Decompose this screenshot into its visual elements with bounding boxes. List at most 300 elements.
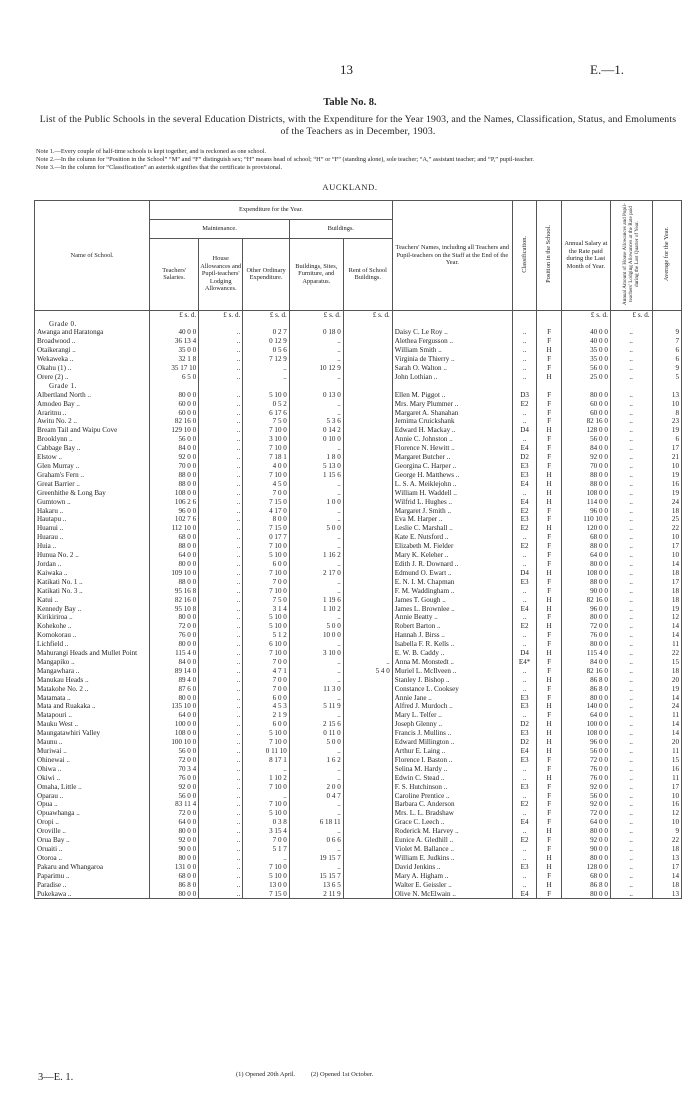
other-expenditure: .. [243,373,290,382]
rent [343,471,392,480]
teachers-salaries: 80 0 0 [150,640,199,649]
rent [343,613,392,622]
average-attendance: 14 [652,694,681,703]
average-attendance: 22 [652,649,681,658]
position: F [537,800,562,809]
average-attendance: 6 [652,355,681,364]
teachers-salaries: 84 0 0 [150,658,199,667]
house-allowances: .. [199,792,243,801]
teachers-salaries: 70 0 0 [150,462,199,471]
note-3: Note 3.—In the column for “Classification” an asterisk signifies that the certificate is provisional. [36,164,283,172]
house-allowances: .. [199,711,243,720]
teachers-salaries: 88 0 0 [150,471,199,480]
teacher-name: Robert Barton .. [392,622,512,631]
other-expenditure: 7 10 0 [243,444,290,453]
grade-heading-row [35,382,682,391]
position: H [537,480,562,489]
rent [343,818,392,827]
average-attendance: 17 [652,542,681,551]
average-attendance: 16 [652,800,681,809]
buildings-expenditure: 6 18 11 [289,818,343,827]
position: H [537,426,562,435]
position: H [537,346,562,355]
buildings-expenditure: .. [289,694,343,703]
classification: E3 [512,783,537,792]
rent [343,649,392,658]
table-row [35,551,682,560]
school-name: Wekaweka .. [35,355,150,364]
buildings-expenditure: .. [289,845,343,854]
average-attendance: 6 [652,346,681,355]
position: F [537,658,562,667]
school-name: Mahurangi Heads and Mullet Point [35,649,150,658]
position: F [537,515,562,524]
table-row [35,827,682,836]
annual-salary: 92 0 0 [561,800,610,809]
teacher-name: John Lothian .. [392,373,512,382]
school-name: Maungatawhiri Valley [35,729,150,738]
teacher-name: Mary A. Higham .. [392,872,512,881]
annual-salary: 56 0 0 [561,747,610,756]
house-allowances: .. [199,738,243,747]
teachers-salaries: 83 11 4 [150,800,199,809]
teacher-name: William Smith .. [392,346,512,355]
classification: .. [512,792,537,801]
school-name: Awitu No. 2 .. [35,417,150,426]
position: F [537,444,562,453]
teachers-salaries: 90 0 0 [150,845,199,854]
other-expenditure: 7 0 0 [243,685,290,694]
classification: .. [512,346,537,355]
house-allowances: .. [199,364,243,373]
other-expenditure: 5 10 0 [243,809,290,818]
other-expenditure: 5 10 0 [243,622,290,631]
classification: .. [512,631,537,640]
annual-salary: 68 0 0 [561,872,610,881]
position: F [537,417,562,426]
rent: 5 4 0 [343,667,392,676]
annual-salary: 80 0 0 [561,613,610,622]
other-expenditure: 7 10 0 [243,471,290,480]
average-attendance: 12 [652,613,681,622]
annual-allowance: .. [610,391,652,400]
buildings-expenditure: 0 18 0 [289,328,343,337]
house-allowances: .. [199,676,243,685]
annual-salary: 35 0 0 [561,355,610,364]
position: H [537,827,562,836]
table-row [35,515,682,524]
other-expenditure: .. [243,854,290,863]
teacher-name: Wilfrid L. Hughes .. [392,498,512,507]
teachers-salaries: 76 0 0 [150,774,199,783]
annual-salary: 96 0 0 [561,605,610,614]
annual-allowance: .. [610,400,652,409]
table-row [35,792,682,801]
house-allowances: .. [199,596,243,605]
annual-salary: 82 16 0 [561,417,610,426]
house-allowances: .. [199,774,243,783]
signature-mark: 3—E. 1. [38,1072,74,1083]
teachers-salaries: 35 17 10 [150,364,199,373]
classification: E4 [512,480,537,489]
position: F [537,364,562,373]
teacher-name: Edith J. R. Downard .. [392,560,512,569]
teachers-salaries: 56 0 0 [150,792,199,801]
annual-salary: 100 0 0 [561,720,610,729]
classification: E4 [512,444,537,453]
rent [343,587,392,596]
table-row [35,658,682,667]
teachers-salaries: 106 2 6 [150,498,199,507]
table-row [35,489,682,498]
teachers-salaries: 80 0 0 [150,827,199,836]
house-allowances: .. [199,800,243,809]
position: H [537,596,562,605]
teacher-name: Constance L. Cooksey [392,685,512,694]
teachers-salaries: 92 0 0 [150,836,199,845]
rent [343,328,392,337]
school-name: Ohiwa .. [35,765,150,774]
school-name: Awanga and Haratonga [35,328,150,337]
annual-salary: 88 0 0 [561,471,610,480]
rent [343,685,392,694]
house-allowances: .. [199,498,243,507]
classification: E4 [512,747,537,756]
rent [343,533,392,542]
other-expenditure: 5 1 2 [243,631,290,640]
house-allowances: .. [199,444,243,453]
house-allowances: .. [199,863,243,872]
annual-salary: 40 0 0 [561,328,610,337]
table-row [35,444,682,453]
classification: .. [512,640,537,649]
buildings-expenditure: 0 4 7 [289,792,343,801]
table-row [35,836,682,845]
buildings-expenditure: 2 11 9 [289,890,343,899]
annual-allowance: .. [610,426,652,435]
annual-allowance: .. [610,346,652,355]
annual-allowance: .. [610,676,652,685]
classification: .. [512,337,537,346]
school-name: Opua .. [35,800,150,809]
district-heading: AUCKLAND. [322,182,378,192]
other-expenditure: 7 0 0 [243,658,290,667]
buildings-expenditure: .. [289,676,343,685]
school-name: Orere (2) .. [35,373,150,382]
annual-allowance: .. [610,605,652,614]
annual-allowance: .. [610,364,652,373]
page-number: 13 [340,62,353,77]
annual-allowance: .. [610,417,652,426]
classification: E4* [512,658,537,667]
annual-salary: 64 0 0 [561,711,610,720]
average-attendance: 24 [652,702,681,711]
position: F [537,507,562,516]
school-name: Manukau Heads .. [35,676,150,685]
rent [343,809,392,818]
rent [343,863,392,872]
buildings-expenditure: .. [289,863,343,872]
buildings-expenditure: .. [289,747,343,756]
buildings-expenditure: .. [289,658,343,667]
buildings-expenditure: .. [289,444,343,453]
annual-allowance: .. [610,702,652,711]
school-name: Huia .. [35,542,150,551]
annual-salary: 84 0 0 [561,444,610,453]
teachers-salaries: 115 4 0 [150,649,199,658]
classification: E4 [512,498,537,507]
header-house-allowances: House Allowances and Pupil-teachers' Lodging Allowances. [199,238,243,310]
buildings-expenditure: .. [289,533,343,542]
house-allowances: .. [199,605,243,614]
annual-allowance: .. [610,809,652,818]
position: H [537,569,562,578]
rent [343,453,392,462]
buildings-expenditure: .. [289,507,343,516]
average-attendance: 10 [652,462,681,471]
average-attendance: 5 [652,373,681,382]
school-name: Lichfield .. [35,640,150,649]
house-allowances: .. [199,747,243,756]
average-attendance: 10 [652,551,681,560]
annual-allowance: .. [610,729,652,738]
table-row [35,569,682,578]
annual-allowance: .. [610,827,652,836]
table-row [35,498,682,507]
average-attendance: 17 [652,783,681,792]
table-row [35,783,682,792]
house-allowances: .. [199,515,243,524]
classification: E2 [512,836,537,845]
classification: .. [512,667,537,676]
teacher-name: Edmund O. Ewart .. [392,569,512,578]
buildings-expenditure: 3 10 0 [289,649,343,658]
table-row [35,542,682,551]
school-name: Great Barrier .. [35,480,150,489]
position: F [537,890,562,899]
house-allowances: .. [199,667,243,676]
buildings-expenditure: 1 16 2 [289,551,343,560]
teacher-name: Caroline Prentice .. [392,792,512,801]
average-attendance: 23 [652,417,681,426]
buildings-expenditure: .. [289,774,343,783]
teachers-salaries: 86 8 0 [150,881,199,890]
other-expenditure: 7 10 0 [243,542,290,551]
classification: D4 [512,426,537,435]
school-name: Matapouri .. [35,711,150,720]
other-expenditure: 2 1 9 [243,711,290,720]
buildings-expenditure: .. [289,827,343,836]
average-attendance: 19 [652,489,681,498]
average-attendance: 20 [652,738,681,747]
school-name: Elstow .. [35,453,150,462]
table-row [35,507,682,516]
average-attendance: 9 [652,827,681,836]
teachers-salaries: 80 0 0 [150,391,199,400]
buildings-expenditure: .. [289,400,343,409]
position: H [537,471,562,480]
school-name: Huanui .. [35,524,150,533]
teacher-name: Roderick M. Harvey .. [392,827,512,836]
rent: .. [343,658,392,667]
annual-salary: 120 0 0 [561,524,610,533]
school-name: Albertland North .. [35,391,150,400]
annual-allowance: .. [610,694,652,703]
table-row [35,435,682,444]
school-name: Glen Murray .. [35,462,150,471]
house-allowances: .. [199,809,243,818]
annual-salary: 128 0 0 [561,863,610,872]
annual-allowance: .. [610,872,652,881]
other-expenditure: 4 5 3 [243,702,290,711]
position: H [537,863,562,872]
note-1: Note 1.—Every couple of half-time schools is kept together, and is reckoned as one school. [36,148,267,155]
annual-allowance: .. [610,685,652,694]
average-attendance: 12 [652,809,681,818]
annual-allowance: .. [610,453,652,462]
school-name: Hakaru .. [35,507,150,516]
school-name: Okahu (1) .. [35,364,150,373]
table-row [35,391,682,400]
teacher-name: William E. Judkins .. [392,854,512,863]
position: F [537,809,562,818]
other-expenditure: 0 11 10 [243,747,290,756]
teachers-salaries: 32 1 8 [150,355,199,364]
house-allowances: .. [199,480,243,489]
position: F [537,578,562,587]
average-attendance: 10 [652,533,681,542]
buildings-expenditure: .. [289,800,343,809]
other-expenditure: 4 17 0 [243,507,290,516]
rent [343,881,392,890]
rent [343,569,392,578]
average-attendance: 7 [652,337,681,346]
header-average: Average for the Year. [652,201,681,311]
annual-allowance: .. [610,551,652,560]
header-position: Position in the School. [537,201,562,311]
table-row [35,881,682,890]
header-school: Name of School. [35,201,150,311]
annual-allowance: .. [610,471,652,480]
table-row [35,702,682,711]
buildings-expenditure: .. [289,373,343,382]
table-row [35,809,682,818]
annual-allowance: .. [610,765,652,774]
buildings-expenditure: 1 10 2 [289,605,343,614]
annual-allowance: .. [610,854,652,863]
other-expenditure: 7 0 0 [243,676,290,685]
teacher-name: Virginia de Thierry .. [392,355,512,364]
table-row [35,355,682,364]
teachers-salaries: 64 0 0 [150,551,199,560]
classification: E3 [512,756,537,765]
table-row [35,373,682,382]
classification: E2 [512,507,537,516]
annual-allowance: .. [610,587,652,596]
average-attendance: 18 [652,881,681,890]
average-attendance: 20 [652,676,681,685]
buildings-expenditure: 0 6 6 [289,836,343,845]
position: F [537,872,562,881]
annual-allowance: .. [610,631,652,640]
grade-heading-row [35,320,682,329]
school-name: Katikati No. 1 .. [35,578,150,587]
rent [343,711,392,720]
buildings-expenditure: 5 0 0 [289,738,343,747]
teacher-name: Eva M. Harper .. [392,515,512,524]
buildings-expenditure: .. [289,765,343,774]
average-attendance: 6 [652,435,681,444]
house-allowances: .. [199,702,243,711]
header-annual-salary: Annual Salary at the Rate paid during the Last Month of Year. [561,201,610,311]
average-attendance: 9 [652,328,681,337]
table-row [35,738,682,747]
table-row [35,845,682,854]
house-allowances: .. [199,622,243,631]
table-row [35,533,682,542]
rent [343,783,392,792]
buildings-expenditure: 1 0 0 [289,498,343,507]
buildings-expenditure: 5 11 9 [289,702,343,711]
table-row [35,622,682,631]
rent [343,596,392,605]
other-expenditure: 7 15 0 [243,524,290,533]
annual-salary: 140 0 0 [561,702,610,711]
annual-allowance: .. [610,711,652,720]
buildings-expenditure: 5 13 0 [289,462,343,471]
house-allowances: .. [199,685,243,694]
rent [343,337,392,346]
other-expenditure: 4 7 1 [243,667,290,676]
rent [343,827,392,836]
teacher-name: Alfred J. Murdoch .. [392,702,512,711]
average-attendance: 11 [652,747,681,756]
school-name: Kaiwaka .. [35,569,150,578]
buildings-expenditure: .. [289,489,343,498]
other-expenditure: 6 10 0 [243,640,290,649]
rent [343,845,392,854]
annual-allowance: .. [610,498,652,507]
house-allowances: .. [199,400,243,409]
annual-salary: 80 0 0 [561,827,610,836]
buildings-expenditure: .. [289,640,343,649]
average-attendance: 11 [652,711,681,720]
annual-allowance: .. [610,640,652,649]
units-house: £ s. d. [199,310,243,319]
teacher-name: Daisy C. Le Roy .. [392,328,512,337]
position: F [537,783,562,792]
teachers-salaries: 60 0 0 [150,409,199,418]
house-allowances: .. [199,845,243,854]
table-row [35,364,682,373]
position: F [537,337,562,346]
rent [343,890,392,899]
annual-allowance: .. [610,622,652,631]
house-allowances: .. [199,569,243,578]
rent [343,409,392,418]
house-allowances: .. [199,836,243,845]
position: H [537,676,562,685]
annual-allowance: .. [610,747,652,756]
average-attendance: 15 [652,756,681,765]
annual-salary: 92 0 0 [561,453,610,462]
house-allowances: .. [199,881,243,890]
annual-allowance: .. [610,658,652,667]
house-allowances: .. [199,578,243,587]
school-name: Cabbage Bay .. [35,444,150,453]
teacher-name: Olive N. McElwain .. [392,890,512,899]
annual-salary: 60 0 0 [561,400,610,409]
